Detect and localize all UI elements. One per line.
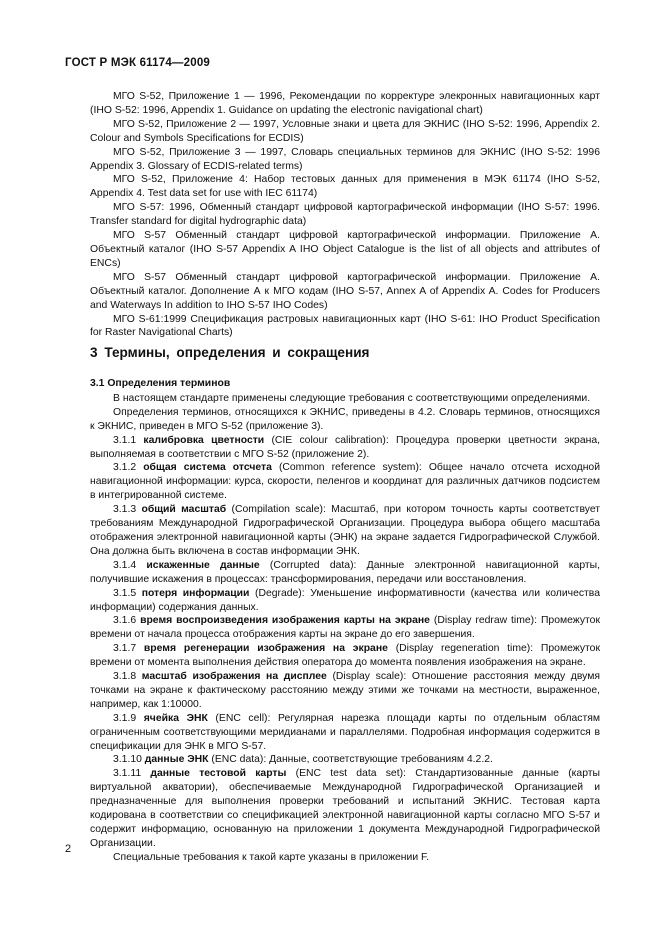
term-text: (Common reference system): Общее начало отсчета исходной навигационной информации: курса, скорости, пеленгов и координат для различных датчиков подсистем в интегрированной системе. xyxy=(90,462,601,502)
term-number: 3.1.7 xyxy=(113,643,137,655)
term-definition xyxy=(90,614,600,642)
term-name: масштаб изображения на дисплее xyxy=(141,671,327,683)
reference-item: МГО S-57 Обменный стандарт цифровой картографической информации. Приложение А. Объектный каталог. Дополнение А к МГО кодам (IHO S-57, Annex A of Appendix A. Codes for Producers and Waterways In addition to IHO S-57 IHO Codes) xyxy=(90,271,600,311)
term-text: (CIE colour calibration): Процедура проверки цветности экрана, выполняемая в соответствии с МГО S-52 (приложение 2). xyxy=(90,434,601,460)
term-name: ячейка ЭНК xyxy=(143,712,208,724)
term-name: время регенерации изображения на экране xyxy=(143,643,388,655)
term-number: 3.1.8 xyxy=(113,671,137,683)
term-text: (Degrade): Уменьшение информативности (качества или количества информации) содержания данных. xyxy=(90,587,600,613)
term-definition xyxy=(90,434,600,462)
section-title: 3 Термины, определения и сокращения xyxy=(90,345,370,360)
term-number: 3.1.10 xyxy=(113,754,142,766)
term-definition xyxy=(90,767,600,850)
term-name: данные тестовой карты xyxy=(150,768,287,780)
reference-item: МГО S-52, Приложение 1 — 1996, Рекомендации по корректуре элекронных навигационных карт (IHO S-52: 1996, Appendix 1. Guidance on updating the electronic navigational chart) xyxy=(90,91,600,116)
term-text: (Corrupted data): Данные электронной навигационной карты, получившие искажения в процессах: трансформирования, передачи или восстановления. xyxy=(90,559,600,585)
term-name: искаженные данные xyxy=(146,559,260,571)
intro-paragraph: В настоящем стандарте применены следующие требования с соответствующими определениями. xyxy=(113,392,591,404)
term-definition xyxy=(90,642,600,670)
term-definition xyxy=(90,712,600,754)
term-definition xyxy=(90,753,600,767)
term-definition xyxy=(90,461,600,503)
term-number: 3.1.1 xyxy=(113,434,137,446)
term-name: потеря информации xyxy=(141,587,250,599)
term-text: (ENC test data set): Стандартизованные данные (карты виртуальной акватории), обеспечиваемые Международной Гидрографической Организацией и предназначенные для выполнения проверки требований и испытаний ЭКНИС. Тестовая карта кодирована в соответствии со спецификацией электронной навигационной карты согласно МГО S-57 и содержит информацию, основанную на приложении 1 документа Международной Гидрографической Организации. xyxy=(90,768,600,849)
term-definition xyxy=(90,587,600,615)
document-header: ГОСТ Р МЭК 61174—2009 xyxy=(65,57,211,69)
term-name: общая система отсчета xyxy=(143,462,272,474)
term-number: 3.1.5 xyxy=(113,587,137,599)
term-definition xyxy=(90,559,600,587)
term-text: (Display scale): Отношение расстояния между двумя точками на экране к фактическому расстоянию между этими же точками на местности, выраженное, например, как 1:10000. xyxy=(90,671,600,710)
reference-item: МГО S-52, Приложение 3 — 1997, Словарь специальных терминов для ЭКНИС (IHO S-52: 1996 Appendix 3. Glossary of ECDIS-related terms) xyxy=(90,146,600,172)
reference-item: МГО S-52, Приложение 4: Набор тестовых данных для применения в МЭК 61174 (IHO S-52, Appendix 4. Test data set for use with IEC 61174) xyxy=(90,174,600,200)
term-definition xyxy=(90,503,600,559)
term-text: (Compilation scale): Масштаб, при котором точность карты соответствует требованиям Международной Гидрографической Организации. Процедура выбора общего масштаба отображения электронной навигационной карты (ЭНК) на экране задается Гидрографической Службой. Она должна быть включена в состав информации ЭНК. xyxy=(90,504,601,557)
term-text: (Display regeneration time): Промежуток времени от момента выполнения действия оператора до момента появления изображения на экране. xyxy=(90,643,600,669)
term-text: (ENC cell): Регулярная нарезка площади карты по отдельным областям ограниченным соответствующими меридианами и параллелями. Подробная информация содержится в спецификации для ЭНК в МГО S-57. xyxy=(90,712,601,752)
term-name: общий масштаб xyxy=(141,504,227,516)
term-name: калибровка цветности xyxy=(143,434,265,446)
term-name: время воспроизведения изображения карты на экране xyxy=(140,615,430,627)
intro-paragraph: Определения терминов, относящихся к ЭКНИС, приведены в 4.2. Словарь терминов, относящихся к ЭКНИС, приведен в МГО S-52 (приложение 3). xyxy=(90,406,600,432)
term-text: (ENC data): Данные, соответствующие требованиям 4.2.2. xyxy=(208,754,493,766)
reference-item: МГО S-57 Обменный стандарт цифровой картографической информации. Приложение А. Объектный каталог (IHO S-57 Appendix A IHO Object Catalogue is the list of all objects and attributes of ENCs) xyxy=(90,230,600,269)
term-number: 3.1.2 xyxy=(113,462,137,474)
term-number: 3.1.9 xyxy=(113,712,137,724)
term-number: 3.1.4 xyxy=(113,559,137,571)
term-number: 3.1.6 xyxy=(113,615,137,627)
reference-item: МГО S-52, Приложение 2 — 1997, Условные знаки и цвета для ЭКНИС (IHO S-52: 1996, Appendix 2. Colour and Symbols Specifications for ECDIS) xyxy=(90,118,600,144)
subsection-title: 3.1 Определения терминов xyxy=(90,378,231,389)
reference-item: МГО S-57: 1996, Обменный стандарт цифровой картографической информации (IHO S-57: 1996. Transfer standard for digital hydrographic data) xyxy=(90,202,600,228)
term-number: 3.1.3 xyxy=(113,504,137,516)
terms-section xyxy=(90,377,600,865)
closing-paragraph: Специальные требования к такой карте указаны в приложении F. xyxy=(113,851,430,863)
term-number: 3.1.11 xyxy=(113,768,142,780)
term-definition xyxy=(90,670,600,712)
term-name: данные ЭНК xyxy=(144,754,209,766)
references-list xyxy=(90,90,600,340)
page-number: 2 xyxy=(65,843,72,855)
term-text: (Display redraw time): Промежуток времени от начала процесса отображения карты на экране до его завершения. xyxy=(90,615,601,641)
reference-item: МГО S-61:1999 Спецификация растровых навигационных карт (IHO S-61: IHO Product Specification for Raster Navigational Charts) xyxy=(90,313,600,339)
